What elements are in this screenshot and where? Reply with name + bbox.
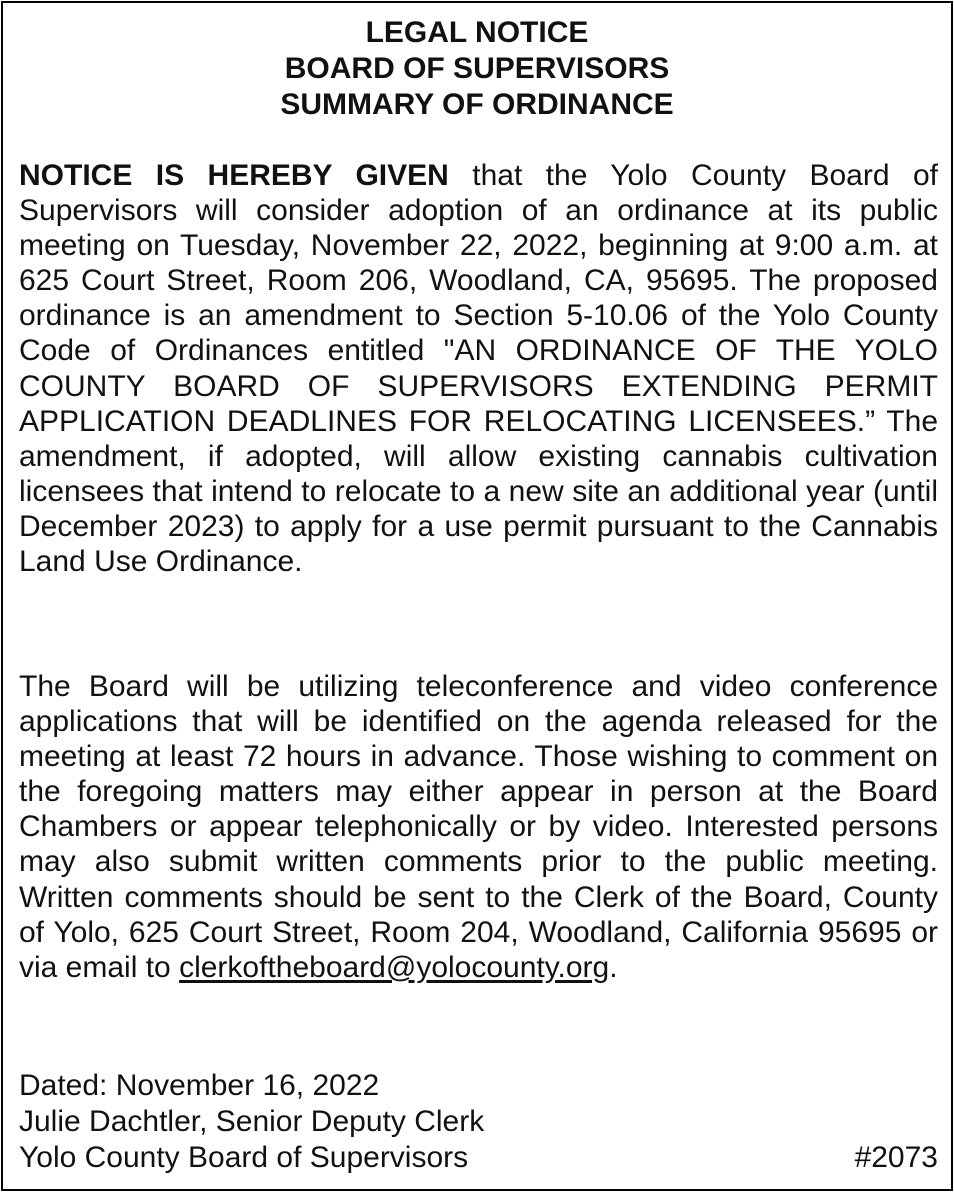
comment-paragraph — [19, 669, 938, 985]
notice-heading — [3, 15, 951, 123]
notice-body-text: that the Yolo County Board of Supervisors will consider adoption of an ordinance at its public meeting on Tuesday, November 22, 2022, beginning at 9:00 a.m. at 625 Court Street, Room 206, Woodland, CA, 95695. The proposed ordinance is an amendment to Section 5-10.06 of the Yolo County Code of Ordinances entitled "AN ORDINANCE OF THE YOLO COUNTY BOARD OF SUPERVISORS EXTENDING PERMIT APPLICATION DEADLINES FOR RELOCATING LICENSEES.” The amendment, if adopted, will allow existing cannabis cultivation licensees that intend to relocate to a new site an additional year (until December 2023) to apply for a use permit pursuant to the Cannabis Land Use Ordinance. — [19, 159, 938, 579]
comment-end: . — [609, 950, 618, 984]
organization-line: Yolo County Board of Supervisors — [19, 1141, 469, 1174]
notice-number: #2073 — [854, 1141, 938, 1174]
heading-legal-notice: LEGAL NOTICE — [365, 16, 589, 49]
organization-row — [19, 1140, 938, 1176]
notice-lead: NOTICE IS HEREBY GIVEN — [19, 159, 449, 192]
signature-block — [19, 1068, 938, 1176]
notice-paragraph — [19, 158, 938, 579]
clerk-email-link[interactable]: clerkoftheboard@yolocounty.org — [179, 950, 610, 984]
heading-board: BOARD OF SUPERVISORS — [284, 52, 670, 85]
legal-notice — [1, 1, 953, 1191]
signer-line: Julie Dachtler, Senior Deputy Clerk — [19, 1105, 485, 1138]
comment-body-text: The Board will be utilizing teleconference and video conference applications that will be identified on the agenda released for the meeting at least 72 hours in advance. Those wishing to comment on the foregoing matters may either appear in person at the Board Chambers or appear telephonically or by video. Interested persons may also submit written comments prior to the public meeting. Written comments should be sent to the Clerk of the Board, County of Yolo, 625 Court Street, Room 204, Woodland, California 95695 or via email to — [19, 670, 938, 984]
heading-summary: SUMMARY OF ORDINANCE — [280, 88, 674, 121]
dated-line: Dated: November 16, 2022 — [19, 1069, 380, 1102]
